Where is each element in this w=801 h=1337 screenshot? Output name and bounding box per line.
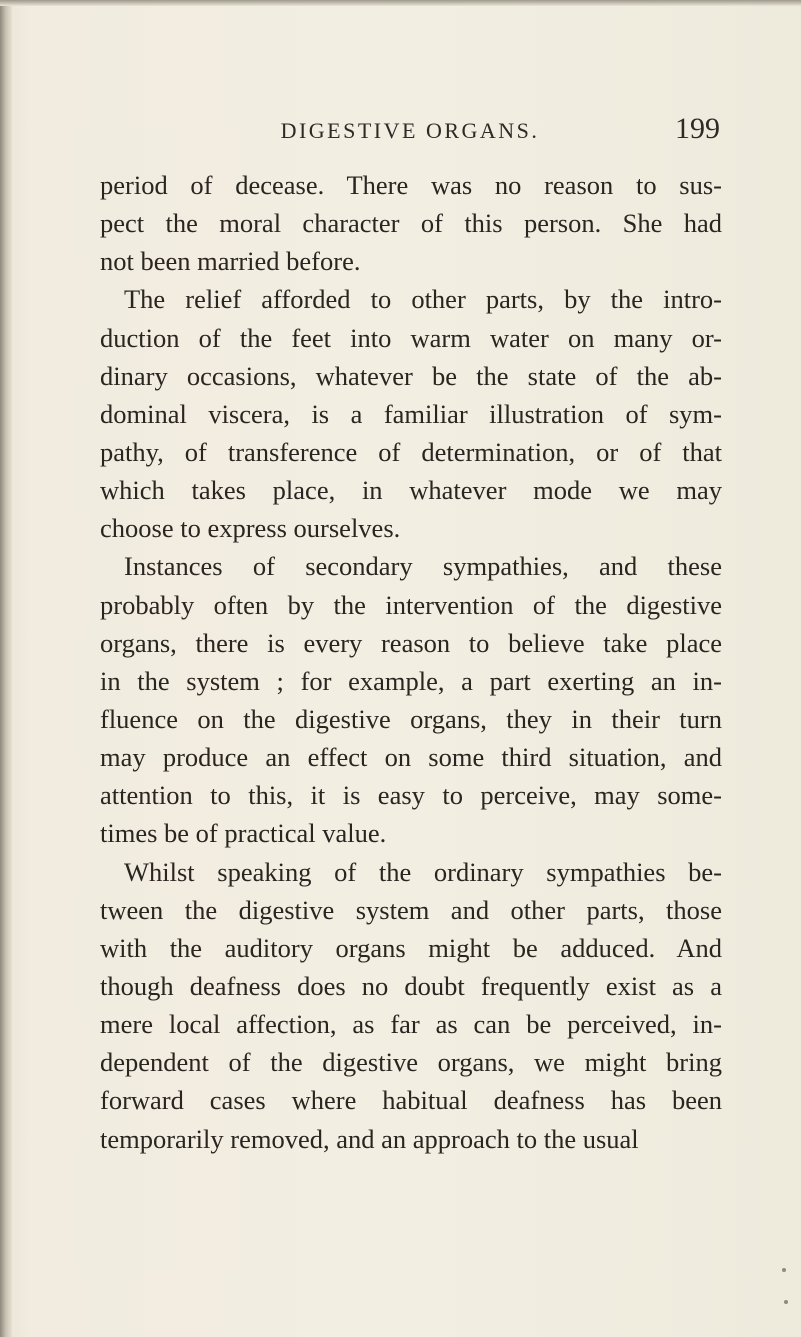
text-line: with the auditory organs might be adduced. And (100, 932, 722, 963)
text-line: organs, there is every reason to believe take place (100, 627, 722, 658)
page-top-edge (0, 0, 801, 6)
paper-speck (782, 1268, 786, 1272)
text-line: tween the digestive system and other parts, those (100, 894, 722, 925)
text-line: period of decease. There was no reason to sus- (100, 170, 722, 200)
text-line: though deafness does no doubt frequently exist as a (100, 970, 722, 1001)
text-line: times be of practical value. (100, 818, 387, 849)
running-head-title: DIGESTIVE ORGANS. (280, 118, 540, 143)
page-number: 199 (675, 112, 720, 145)
text-line: forward cases where habitual deafness has been (100, 1085, 722, 1116)
text-line: which takes place, in whatever mode we may (100, 475, 722, 506)
text-line: choose to express ourselves. (100, 513, 401, 544)
text-line: not been married before. (100, 246, 361, 277)
text-line: dominal viscera, is a familiar illustration of sym- (100, 398, 722, 429)
text-line: Instances of secondary sympathies, and these (124, 551, 722, 582)
text-line: pathy, of transference of determination, or of that (100, 436, 722, 467)
text-line: pect the moral character of this person. She had (100, 208, 722, 239)
text-line: Whilst speaking of the ordinary sympathies be- (124, 856, 722, 887)
body-text (100, 166, 722, 1158)
text-line: fluence on the digestive organs, they in their turn (100, 703, 722, 734)
text-line: may produce an effect on some third situation, and (100, 742, 722, 773)
text-line: dependent of the digestive organs, we might bring (100, 1047, 722, 1078)
text-line: attention to this, it is easy to perceive, may some- (100, 780, 722, 811)
page-binding-edge (0, 0, 12, 1337)
text-line: The relief afforded to other parts, by the intro- (124, 284, 722, 315)
text-line: mere local affection, as far as can be perceived, in- (100, 1009, 722, 1040)
text-line: duction of the feet into warm water on many or- (100, 322, 722, 353)
text-line: temporarily removed, and an approach to the usual (100, 1123, 639, 1154)
text-line: in the system ; for example, a part exerting an in- (100, 665, 722, 696)
running-head (100, 112, 720, 152)
text-line: probably often by the intervention of the digestive (100, 589, 722, 620)
paper-speck (784, 1300, 788, 1304)
text-line: dinary occasions, whatever be the state of the ab- (100, 360, 722, 391)
